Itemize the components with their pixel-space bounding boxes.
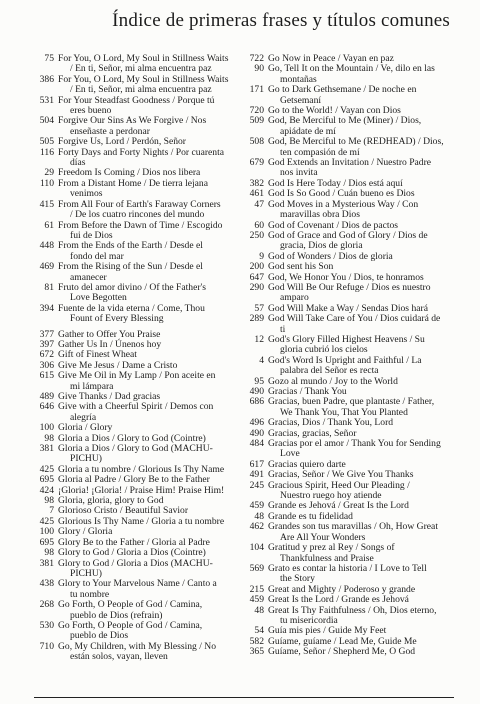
hymn-number: 215 — [249, 583, 264, 595]
hymn-number: 448 — [39, 240, 54, 252]
hymn-title-line: Go, My Children, with My Blessing / No — [58, 640, 217, 652]
hymn-title-line: God Is So Good / Cuán bueno es Dios — [268, 188, 415, 200]
hymn-title-line: gloria cubrió los cielos — [280, 344, 368, 356]
hymn-number: 90 — [254, 63, 264, 75]
hymn-number: 381 — [39, 557, 54, 569]
hymn-title-line: tu misericordia — [280, 614, 338, 626]
hymn-number: 7 — [49, 505, 54, 517]
index-entry — [34, 179, 244, 200]
hymn-number: 48 — [254, 604, 264, 616]
hymn-number: 490 — [249, 427, 264, 439]
hymn-number: 582 — [249, 635, 264, 647]
hymn-title-line: Guía mis pies / Guide My Feet — [268, 625, 387, 637]
hymn-number: 9 — [259, 250, 264, 262]
hymn-title-line: Gloria, gloria, glory to God — [58, 495, 164, 507]
hymn-title — [268, 200, 454, 221]
hymn-number: 98 — [44, 495, 54, 507]
hymn-title-line: amparo — [280, 292, 309, 304]
hymn-number: 104 — [249, 542, 264, 554]
hymn-title-line: Glorious Is Thy Name / Gloria a tu nombre — [58, 515, 225, 527]
hymn-number: 530 — [39, 619, 54, 631]
index-entry — [34, 75, 244, 96]
index-entry — [244, 283, 454, 304]
hymn-title-line: For You, O Lord, My Soul in Stillness Waits — [58, 53, 229, 64]
hymn-number: 47 — [254, 198, 264, 210]
hymn-number: 505 — [39, 136, 54, 148]
hymn-title-line: Gracias / Thank You — [268, 386, 347, 397]
index-entry — [244, 137, 454, 158]
hymn-title-line: ¡Gloria! ¡Gloria! / Praise Him! Praise Him! — [58, 484, 225, 496]
index-entry — [34, 402, 244, 423]
hymn-number: 171 — [249, 84, 264, 96]
hymn-title-line: Go Forth, O People of God / Camina, — [58, 599, 203, 611]
hymn-title-line: gracia, Dios de gloria — [280, 240, 363, 252]
hymn-title-line: Love Begotten — [70, 292, 127, 304]
index-entry — [34, 148, 244, 169]
hymn-number: 484 — [249, 438, 264, 450]
hymn-title-line: Gather Us In / Únenos hoy — [58, 338, 162, 350]
index-entry — [34, 600, 244, 621]
hymn-title — [268, 481, 454, 502]
hymn-title-line: From the Ends of the Earth / Desde el — [58, 240, 203, 252]
hymn-title-line: tu nombre — [70, 588, 110, 600]
hymn-title — [58, 559, 244, 580]
hymn-title-line: Great Is the Lord / Grande es Jehová — [268, 594, 409, 606]
hymn-title-line: Gift of Finest Wheat — [58, 349, 137, 361]
hymn-number: 509 — [249, 115, 264, 127]
index-entry — [34, 444, 244, 465]
hymn-title-line: Freedom Is Coming / Dios nos libera — [58, 167, 201, 179]
hymn-number: 289 — [249, 313, 264, 325]
hymn-title-line: Guíame, Señor / Shepherd Me, O God — [268, 646, 416, 658]
hymn-title-line: God sent his Son — [268, 261, 334, 273]
hymn-title-line: Getsemaní — [280, 94, 322, 106]
index-entry — [34, 116, 244, 137]
hymn-title-line: / De los cuatro rincones del mundo — [70, 209, 205, 221]
hymn-number: 98 — [44, 547, 54, 559]
hymn-number: 95 — [254, 375, 264, 387]
hymn-title-line: God, Be Merciful to Me (REDHEAD) / Dios, — [268, 136, 444, 148]
hymn-title-line: Gracious Spirit, Heed Our Pleading / — [268, 479, 410, 491]
hymn-number: 306 — [39, 359, 54, 371]
hymn-number: 386 — [39, 73, 54, 85]
hymn-number: 491 — [249, 469, 264, 481]
hymn-number: 504 — [39, 115, 54, 127]
hymn-title-line: Gather to Offer You Praise — [58, 328, 161, 340]
hymn-title-line: God Will Make a Way / Sendas Dios hará — [268, 302, 428, 314]
hymn-title-line: PICHU) — [70, 453, 102, 465]
hymn-number: 489 — [39, 391, 54, 402]
hymn-number: 365 — [249, 646, 264, 658]
hymn-number: 462 — [249, 521, 264, 533]
index-entry — [34, 262, 244, 283]
hymn-title-line: Go to the World! / Vayan con Dios — [268, 105, 401, 117]
hymn-title — [268, 116, 454, 137]
hymn-title-line: maravillas obra Dios — [280, 209, 360, 221]
index-entry — [34, 621, 244, 642]
hymn-title-line: Gloria a Dios / Glory to God (MACHU- — [58, 443, 213, 455]
hymn-title-line: Give with a Cheerful Spirit / Demos con — [58, 401, 214, 413]
index-entry — [244, 564, 454, 585]
hymn-title-line: Glory to Your Marvelous Name / Canto a — [58, 578, 217, 590]
hymn-number: 461 — [249, 188, 264, 200]
hymn-number: 710 — [39, 640, 54, 652]
index-entry — [244, 231, 454, 252]
hymn-number: 250 — [249, 229, 264, 241]
hymn-title-line: Fuente de la vida eterna / Come, Thou — [58, 302, 205, 314]
hymn-title-line: Give Thanks / Dad gracias — [58, 391, 161, 402]
hymn-number: 672 — [39, 349, 54, 361]
hymn-title-line: Grato es contar la historia / I Love to Tell — [268, 562, 427, 574]
hymn-title-line: God Will Take Care of You / Dios cuidará de — [268, 313, 441, 325]
hymn-title — [268, 356, 454, 377]
hymn-number: 617 — [249, 458, 264, 470]
hymn-title-line: días — [70, 157, 86, 169]
hymn-title — [58, 148, 244, 169]
hymn-number: 722 — [249, 53, 264, 64]
hymn-title-line: Gloria al Padre / Glory Be to the Father — [58, 474, 210, 486]
hymn-number: 100 — [39, 422, 54, 434]
hymn-number: 469 — [39, 261, 54, 273]
index-entry — [244, 314, 454, 335]
hymn-title-line: Gloria / Glory — [58, 422, 113, 434]
hymn-title-line: Nuestro ruego hoy atiende — [280, 490, 382, 502]
hymn-title-line: God of Wonders / Dios de gloria — [268, 250, 393, 262]
hymn-number: 424 — [39, 484, 54, 496]
hymn-number: 60 — [254, 219, 264, 231]
hymn-title — [58, 621, 244, 642]
hymn-title-line: God Will Be Our Refuge / Dios es nuestro — [268, 281, 431, 293]
hymn-number: 679 — [249, 157, 264, 169]
hymn-title-line: amanecer — [70, 271, 107, 283]
hymn-number: 459 — [249, 594, 264, 606]
index-entry — [244, 522, 454, 543]
hymn-number: 48 — [254, 510, 264, 522]
hymn-title-line: alegría — [70, 411, 97, 423]
hymn-title-line: Fruto del amor divino / Of the Father's — [58, 281, 207, 293]
index-entry — [34, 200, 244, 221]
hymn-title-line: Gozo al mundo / Joy to the World — [268, 375, 398, 387]
hymn-number: 615 — [39, 370, 54, 382]
index-entry — [244, 116, 454, 137]
hymn-title — [58, 54, 244, 75]
hymn-title-line: God Extends an Invitation / Nuestro Padre — [268, 157, 432, 169]
hymn-title — [268, 85, 454, 106]
page-title: Índice de primeras frases y títulos comunes — [112, 10, 450, 31]
hymn-number: 268 — [39, 599, 54, 611]
hymn-number: 377 — [39, 328, 54, 340]
hymn-number: 29 — [44, 167, 54, 179]
hymn-title — [268, 439, 454, 460]
hymn-title — [58, 283, 244, 304]
index-entry — [244, 397, 454, 418]
hymn-title-line: Gracias por el amor / Thank You for Sending — [268, 438, 441, 450]
hymn-title-line: Gracias, Dios / Thank You, Lord — [268, 417, 394, 429]
index-entry — [244, 356, 454, 377]
hymn-title-line: nos invita — [280, 167, 318, 179]
index-entry — [34, 642, 244, 663]
hymn-title-line: Glory to God / Gloria a Dios (MACHU- — [58, 557, 213, 569]
index-entry — [244, 158, 454, 179]
index-entry — [34, 548, 244, 558]
hymn-title-line: / En ti, Señor, mi alma encuentra paz — [70, 84, 212, 96]
hymn-number: 397 — [39, 338, 54, 350]
hymn-title-line: Thankfulness and Praise — [280, 552, 374, 564]
hymn-title-line: Gracias, Señor / We Give You Thanks — [268, 469, 414, 481]
hymn-number: 57 — [254, 302, 264, 314]
hymn-title — [58, 548, 244, 558]
hymn-title — [58, 579, 244, 600]
hymn-title-line: Give Me Jesus / Dame a Cristo — [58, 359, 178, 371]
hymn-title-line: From Before the Dawn of Time / Escogido — [58, 219, 223, 231]
hymn-title — [58, 304, 244, 325]
hymn-title-line: God of Grace and God of Glory / Dios de — [268, 229, 428, 241]
hymn-number: 381 — [39, 443, 54, 455]
hymn-number: 61 — [44, 219, 54, 231]
hymn-title-line: From the Rising of the Sun / Desde el — [58, 261, 203, 273]
hymn-title-line: Grande es tu fidelidad — [268, 510, 353, 522]
hymn-number: 490 — [249, 386, 264, 397]
hymn-number: 394 — [39, 302, 54, 314]
hymn-title-line: God's Glory Filled Highest Heavens / Su — [268, 333, 425, 345]
hymn-title-line: From All Four of Earth's Faraway Corners — [58, 198, 221, 210]
hymn-title-line: We Thank You, That You Planted — [280, 406, 408, 418]
hymn-title-line: Great Is Thy Faithfulness / Oh, Dios eterno, — [268, 604, 437, 616]
footer-rule — [34, 697, 454, 698]
index-entry — [244, 481, 454, 502]
hymn-title-line: pueblo de Dios (refrain) — [70, 609, 163, 621]
hymn-title-line: Love — [280, 448, 300, 460]
index-column-left — [34, 54, 244, 663]
index-entry — [34, 371, 244, 392]
hymn-title-line: Forgive Our Sins As We Forgive / Nos — [58, 115, 207, 127]
hymn-title-line: pueblo de Dios — [70, 630, 129, 642]
hymn-number: 531 — [39, 94, 54, 106]
index-entry — [244, 439, 454, 460]
hymn-title — [58, 600, 244, 621]
hymn-title — [58, 371, 244, 392]
hymn-number: 382 — [249, 177, 264, 189]
hymn-title — [268, 606, 454, 627]
hymn-title-line: apiádate de mí — [280, 125, 336, 137]
hymn-number: 438 — [39, 578, 54, 590]
hymn-title-line: Glory to God / Gloria a Dios (Cointre) — [58, 547, 206, 559]
hymn-title — [58, 402, 244, 423]
hymn-number: 647 — [249, 271, 264, 283]
hymn-title — [268, 335, 454, 356]
hymn-title-line: Grande es Jehová / Great Is the Lord — [268, 500, 409, 512]
index-entry — [34, 579, 244, 600]
hymn-title-line: God, We Honor You / Dios, te honramos — [268, 271, 424, 283]
hymn-number: 459 — [249, 500, 264, 512]
hymn-title-line: Grandes son tus maravillas / Oh, How Great — [268, 521, 438, 533]
hymn-title — [58, 179, 244, 200]
hymn-title-line: Glorioso Cristo / Beautiful Savior — [58, 505, 189, 517]
index-entry — [244, 647, 454, 657]
index-entry — [34, 304, 244, 325]
hymn-title — [268, 647, 454, 657]
hymn-title-line: For Your Steadfast Goodness / Porque tú — [58, 94, 215, 106]
hymn-title-line: Go to Dark Gethsemane / De noche en — [268, 84, 417, 96]
hymn-title-line: Gloria a tu nombre / Glorious Is Thy Name — [58, 463, 225, 475]
hymn-number: 116 — [39, 146, 54, 158]
hymn-title — [268, 543, 454, 564]
hymn-title-line: enseñaste a perdonar — [70, 125, 150, 137]
hymn-number: 54 — [254, 625, 264, 637]
hymn-number: 200 — [249, 261, 264, 273]
hymn-title-line: mi lámpara — [70, 380, 114, 392]
hymn-number: 425 — [39, 463, 54, 475]
hymn-title — [268, 314, 454, 335]
hymn-title — [268, 137, 454, 158]
hymn-number: 100 — [39, 526, 54, 538]
hymn-number: 98 — [44, 432, 54, 444]
index-entry — [244, 335, 454, 356]
hymn-number: 695 — [39, 474, 54, 486]
index-entry — [34, 221, 244, 242]
hymn-title-line: eres bueno — [70, 105, 112, 117]
hymn-title — [58, 75, 244, 96]
hymn-title — [58, 200, 244, 221]
hymn-title-line: the Story — [280, 573, 315, 585]
index-entry — [244, 543, 454, 564]
hymn-title-line: palabra del Señor es recta — [280, 365, 379, 377]
hymn-title — [58, 221, 244, 242]
hymn-title — [58, 444, 244, 465]
hymn-title-line: Go Now in Peace / Vayan en paz — [268, 53, 394, 64]
index-entry — [244, 85, 454, 106]
hymn-title-line: PICHU) — [70, 567, 102, 579]
hymn-title — [58, 241, 244, 262]
hymn-title-line: están solos, vayan, lleven — [70, 651, 168, 663]
hymn-title-line: Gracias, buen Padre, que plantaste / Father, — [268, 396, 435, 408]
hymn-title-line: Go Forth, O People of God / Camina, — [58, 619, 203, 631]
index-entry — [244, 262, 454, 272]
hymn-number: 646 — [39, 401, 54, 413]
hymn-title-line: fondo del mar — [70, 250, 124, 262]
hymn-title-line: God Is Here Today / Dios está aquí — [268, 177, 403, 189]
hymn-title — [268, 595, 454, 605]
hymn-number: 720 — [249, 105, 264, 117]
hymn-title-line: Fount of Every Blessing — [70, 313, 164, 325]
hymn-number: 245 — [249, 479, 264, 491]
hymn-number: 686 — [249, 396, 264, 408]
hymn-number: 12 — [254, 333, 264, 345]
hymn-title-line: Gloria a Dios / Glory to God (Cointre) — [58, 432, 206, 444]
index-column-right — [244, 54, 454, 658]
hymn-number: 508 — [249, 136, 264, 148]
index-entry — [34, 241, 244, 262]
hymn-title — [268, 522, 454, 543]
index-entry — [244, 595, 454, 605]
hymn-title — [268, 262, 454, 272]
hymn-title-line: Gracias, gracias, Señor — [268, 427, 357, 439]
hymn-title — [58, 96, 244, 117]
hymn-number: 75 — [44, 53, 54, 64]
hymn-title-line: Are All Your Wonders — [280, 531, 366, 543]
hymn-title-line: Gratitud y prez al Rey / Songs of — [268, 542, 395, 554]
hymn-number: 425 — [39, 515, 54, 527]
hymn-title-line: God of Covenant / Dios de pactos — [268, 219, 399, 231]
hymn-title-line: Glory Be to the Father / Gloria al Padre — [58, 536, 210, 548]
hymn-title — [268, 231, 454, 252]
index-entry — [34, 559, 244, 580]
hymn-title — [268, 64, 454, 85]
index-entry — [34, 96, 244, 117]
hymn-title-line: Forgive Us, Lord / Perdón, Señor — [58, 136, 186, 148]
index-entry — [34, 283, 244, 304]
hymn-number: 110 — [39, 177, 54, 189]
hymn-title-line: Great and Mighty / Poderoso y grande — [268, 583, 416, 595]
hymn-title-line: Glory / Gloria — [58, 526, 113, 538]
index-entry — [244, 606, 454, 627]
hymn-number: 81 — [44, 281, 54, 293]
hymn-title-line: / En ti, Señor, mi alma encuentra paz — [70, 63, 212, 75]
hymn-title-line: Give Me Oil in My Lamp / Pon aceite en — [58, 370, 216, 382]
hymn-title — [268, 158, 454, 179]
hymn-title-line: fui de Dios — [70, 229, 113, 241]
hymn-title — [268, 283, 454, 304]
hymn-number: 4 — [259, 354, 264, 366]
index-entry — [244, 200, 454, 221]
hymn-title-line: Guíame, guíame / Lead Me, Guide Me — [268, 635, 417, 647]
hymn-title-line: Go, Tell It on the Mountain / Ve, dilo en las — [268, 63, 435, 75]
hymn-title-line: God, Be Merciful to Me (Miner) / Dios, — [268, 115, 422, 127]
hymn-title-line: Gracias quiero darte — [268, 458, 346, 470]
index-entry — [244, 64, 454, 85]
hymn-number: 415 — [39, 198, 54, 210]
hymn-title-line: venimos — [70, 188, 103, 200]
hymn-title-line: God's Word Is Upright and Faithful / La — [268, 354, 422, 366]
hymn-title — [58, 262, 244, 283]
hymn-title — [268, 397, 454, 418]
hymn-title-line: ti — [280, 323, 286, 335]
hymn-title-line: From a Distant Home / De tierra lejana — [58, 177, 208, 189]
hymn-title-line: God Moves in a Mysterious Way / Con — [268, 198, 419, 210]
hymn-title — [58, 116, 244, 137]
hymn-title-line: Forty Days and Forty Nights / Por cuarenta — [58, 146, 225, 158]
hymn-number: 496 — [249, 417, 264, 429]
hymn-title — [268, 564, 454, 585]
hymn-number: 569 — [249, 562, 264, 574]
hymn-number: 290 — [249, 281, 264, 293]
hymn-title-line: For You, O Lord, My Soul in Stillness Waits — [58, 73, 229, 85]
index-entry — [34, 54, 244, 75]
hymn-title — [58, 642, 244, 663]
hymn-title-line: ten compasión de mí — [280, 146, 360, 158]
hymn-title-line: montañas — [280, 73, 317, 85]
hymn-number: 695 — [39, 536, 54, 548]
